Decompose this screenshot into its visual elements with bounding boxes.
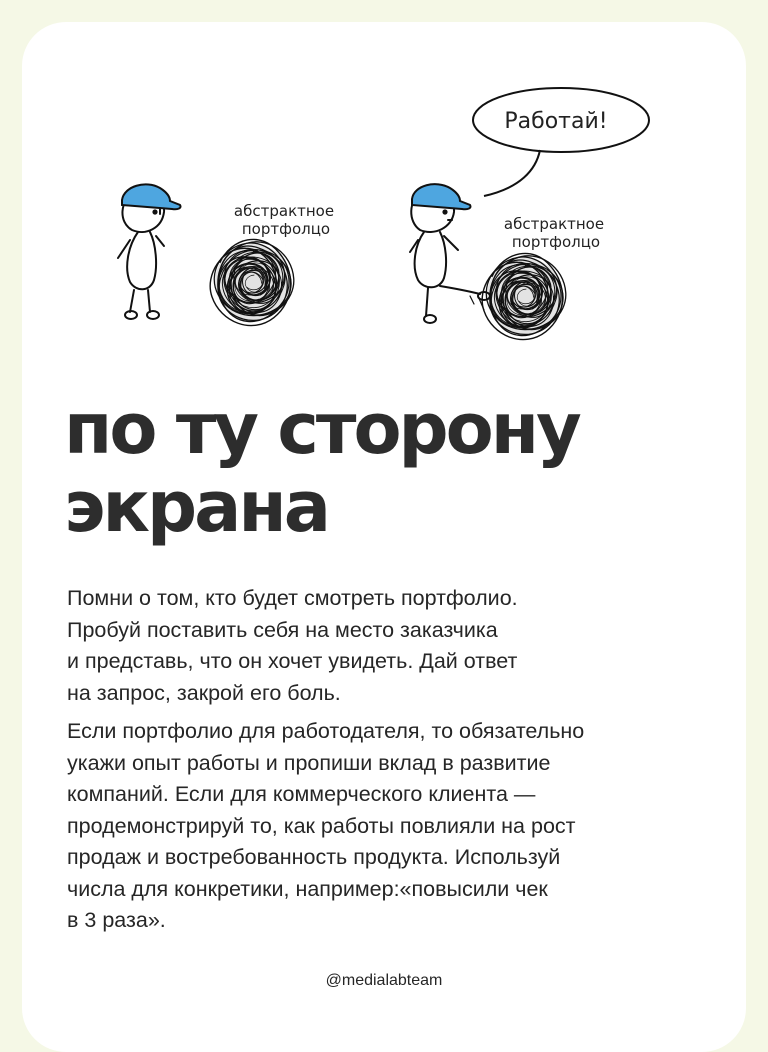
paragraph-1-line: Пробуй поставить себя на место заказчика <box>67 617 498 642</box>
paragraph-2 <box>67 716 707 937</box>
paragraph-2-line: продемонстрируй то, как работы повлияли на рост <box>67 813 576 838</box>
paragraph-1 <box>67 583 707 709</box>
paragraph-1-line: Помни о том, кто будет смотреть портфолио. <box>67 586 518 610</box>
paragraph-2-line: продаж и востребованность продукта. Используй <box>67 845 561 869</box>
page-title <box>64 390 744 546</box>
speech-bubble <box>473 88 649 196</box>
title-line-2: экрана <box>64 466 328 548</box>
right-portfolio-tangle <box>468 240 580 353</box>
speech-bubble-text: Работай! <box>504 109 608 134</box>
paragraph-1-line: и представь, что он хочет увидеть. Дай ответ <box>67 649 518 673</box>
footer-handle: @medialabteam <box>325 972 443 989</box>
left-stick-figure <box>118 184 181 319</box>
left-portfolio-tangle <box>196 226 308 339</box>
title-line-1: по ту сторону <box>64 388 579 470</box>
paragraph-1-line: на запрос, закрой его боль. <box>67 680 341 705</box>
right-stick-figure <box>410 184 490 323</box>
left-scene-label-line2: портфолцо <box>241 220 331 238</box>
paragraph-2-line: числа для конкретики, например:«повысили чек <box>67 876 548 901</box>
left-scene-label-line1: абстрактное <box>233 202 335 220</box>
paragraph-2-line: укажи опыт работы и пропиши вклад в развитие <box>67 750 551 775</box>
paragraph-2-line: компаний. Если для коммерческого клиента — <box>67 782 536 806</box>
comic-illustration <box>0 0 768 360</box>
right-scene-label-line1: абстрактное <box>503 215 605 233</box>
paragraph-2-line: Если портфолио для работодателя, то обязательно <box>67 719 585 743</box>
paragraph-2-line: в 3 раза». <box>67 908 166 932</box>
right-scene-label-line2: портфолцо <box>511 233 601 251</box>
